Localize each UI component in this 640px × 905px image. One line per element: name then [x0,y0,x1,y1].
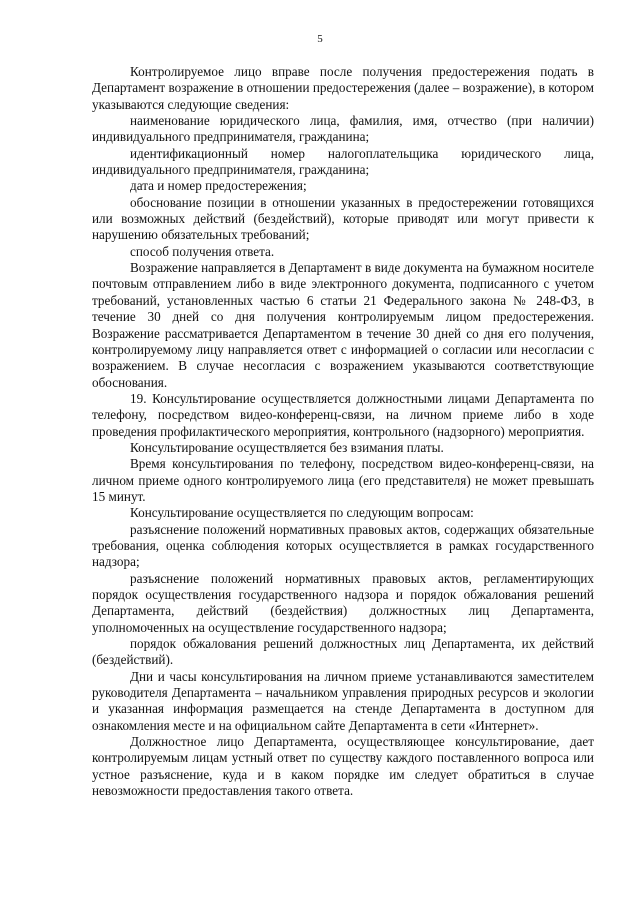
paragraph-free-consultation: Консультирование осуществляется без взимания платы. [130,439,444,455]
paragraph-legal-entity-name: наименование юридического лица, фамилия, имя, отчество (при наличии) индивидуального предпринимателя, гражданина; [92,113,594,145]
paragraph-consultation-item-19: 19. Консультирование осуществляется должностными лицами Департамента по телефону, посредством видео-конференц-связи, на личном приеме либо в ходе проведения профилактического мероприятия, контрольного (надзорного) мероприятия. [92,390,594,439]
document-body [92,64,594,799]
paragraph-warning-date-number: дата и номер предостережения; [130,178,307,194]
paragraph-position-justification: обоснование позиции в отношении указанных в предостережении готовящихся или возможных действий (бездействий), которые приводят или могут привести к нарушению обязательных требований; [92,194,594,243]
paragraph-consultation-schedule: Дни и часы консультирования на личном приеме устанавливаются заместителем руководителя Департамента – начальником управления природных ресурсов и экологии и указанная информация размещается на стенде Департамента в доступном для ознакомления месте и на официальном сайте Департамента в сети «Интернет». [92,668,594,733]
paragraph-objection-submission: Возражение направляется в Департамент в виде документа на бумажном носителе почтовым отправлением либо в виде электронного документа, подписанного с учетом требований, установленных частью 6 статьи 21 Федерального закона № 248-ФЗ, в течение 30 дней со дня получения контролируемым лицом предостережения. Возражение рассматривается Департаментом в течение 30 дней со дня его получения, контролируемому лицу направляется ответ с информацией о согласии или несогласии с возражением. В случае несогласия с возражением указываются соответствующие обоснования. [92,260,594,390]
paragraph-taxpayer-id: идентификационный номер налогоплательщика юридического лица, индивидуального предпринимателя, гражданина; [92,145,594,178]
paragraph-oral-response: Должностное лицо Департамента, осуществляющее консультирование, дает контролируемым лицам устный ответ по существу каждого поставленного вопроса или устное разъяснение, куда и в каком порядке им следует обратиться в случае невозможности предоставления такого ответа. [92,734,594,799]
paragraph-response-method: способ получения ответа. [130,243,275,259]
page-number: 5 [317,33,323,45]
paragraph-objection-right: Контролируемое лицо вправе после получения предостережения подать в Департамент возражение в отношении предостережения (далее – возражение), в котором указываются следующие сведения: [92,64,594,112]
paragraph-consultation-time: Время консультирования по телефону, посредством видео-конференц-связи, на личном приеме одного контролируемого лица (его представителя) не может превышать 15 минут. [92,456,594,504]
paragraph-supervision-procedure: разъяснение положений нормативных правовых актов, регламентирующих порядок осуществления государственного надзора и порядок обжалования решений Департамента, действий (бездействия) должностных лиц Департамента, уполномоченных на осуществление государственного надзора; [92,570,594,635]
paragraph-consultation-topics: Консультирование осуществляется по следующим вопросам: [130,505,474,521]
paragraph-mandatory-requirements: разъяснение положений нормативных правовых актов, содержащих обязательные требования, оценка соблюдения которых осуществляется в рамках государственного надзора; [92,521,594,570]
paragraph-appeal-procedure: порядок обжалования решений должностных лиц Департамента, их действий (бездействий). [92,636,594,668]
